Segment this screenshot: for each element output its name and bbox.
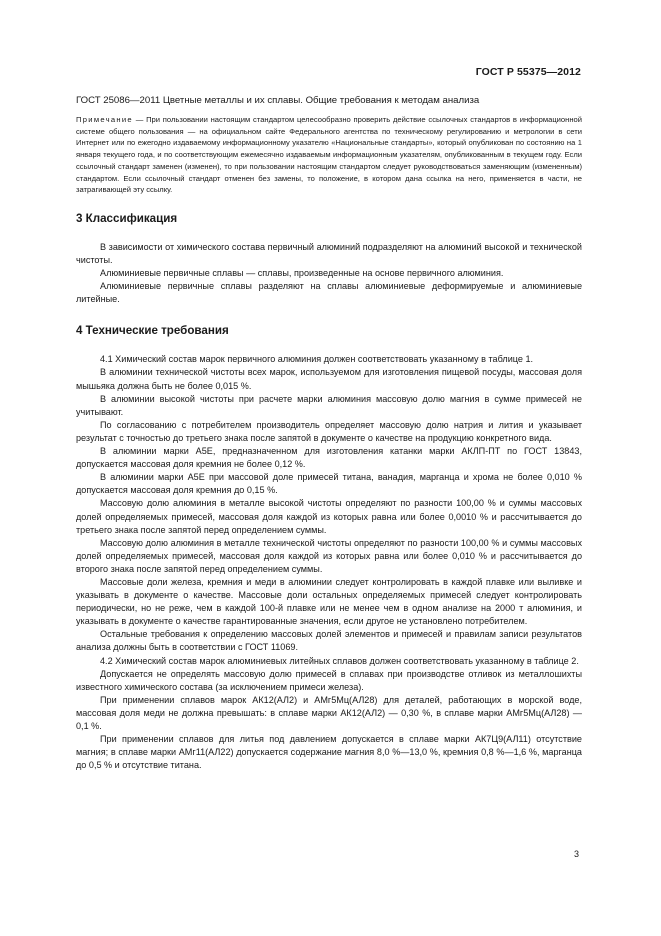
paragraph: 4.2 Химический состав марок алюминиевых литейных сплавов должен соответствовать указанному в таблице 2. bbox=[100, 655, 579, 666]
paragraph: При применении сплавов марок АК12(АЛ2) и АМг5Мц(АЛ28) для деталей, работающих в морской воде, массовая доля меди не должна превышать: в сплаве марки АК12(АЛ2) — 0,30 %, в сплаве марки АМг5Мц(АЛ28) — 0,1 %. bbox=[76, 694, 582, 732]
paragraph: В алюминии технической чистоты всех марок, используемом для изготовления пищевой посуды, массовая доля мышьяка должна быть не более 0,015 %. bbox=[76, 367, 582, 391]
paragraph: Алюминиевые первичные сплавы разделяют на сплавы алюминиевые деформируемые и алюминиевые литейные. bbox=[76, 281, 582, 305]
page-content bbox=[76, 94, 582, 772]
note-block bbox=[76, 114, 582, 196]
section-technical-requirements bbox=[76, 324, 582, 772]
reference-entry: ГОСТ 25086—2011 Цветные металлы и их сплавы. Общие требования к методам анализа bbox=[76, 95, 480, 106]
paragraph: В алюминии высокой чистоты при расчете марки алюминия массовую долю магния в сумме примесей не учитывают. bbox=[76, 393, 582, 417]
paragraph: Остальные требования к определению массовых долей элементов и примесей и правилам записи результатов анализа должны быть в соответствии с ГОСТ 11069. bbox=[76, 629, 582, 653]
paragraph: Допускается не определять массовую долю примесей в сплавах при производстве отливок из металлошихты известного химического состава (за исключением примеси железа). bbox=[76, 668, 582, 692]
note-text: — При пользовании настоящим стандартом целесообразно проверить действие ссылочных стандартов в информационной системе общего пользования — на официальном сайте Федерального агентства по техническому регулированию и метрологии в сети Интернет или по ежегодно издаваемому информационному указателю «Национальные стандарты», который опубликован по состоянию на 1 января текущего года, и по соответствующим ежемесячно издаваемым информационным указателям, опубликованным в текущем году. Если ссылочный стандарт заменен (изменен), то при пользовании настоящим стандартом следует руководствоваться заменяющим (измененным) стандартом. Если ссылочный стандарт отменен без замены, то положение, в котором дана ссылка на него, применяется в части, не затрагивающей эту ссылку. bbox=[76, 115, 582, 195]
standard-id: ГОСТ Р 55375—2012 bbox=[475, 66, 581, 78]
paragraph: Массовую долю алюминия в металле технической чистоты определяют по разности 100,00 % и суммы массовых долей определяемых примесей, массовая доля каждой из которых равна или более 0,010 % и рассчитывается до второго знака после запятой перед определением суммы. bbox=[76, 537, 582, 574]
paragraph: 4.1 Химический состав марок первичного алюминия должен соответствовать указанному в таблице 1. bbox=[100, 354, 534, 365]
section-4-heading: 4 Технические требования bbox=[76, 324, 229, 338]
paragraph: Массовые доли железа, кремния и меди в алюминии следует контролировать в каждой плавке или выливке и указывать в документе о качестве. Массовые доли остальных определяемых примесей следует контролировать периодически, но не реже, чем в каждой 100-й плавке или не менее чем в одном анализе на 2000 т алюминия, и указывать в документе о качестве гарантированные значения, если другое не установлено потребителем. bbox=[76, 576, 582, 627]
paragraph: В алюминии марки А5Е, предназначенном для изготовления катанки марки АКЛП-ПТ по ГОСТ 13843, допускается массовая доля кремния не более 0,12 %. bbox=[76, 446, 582, 470]
paragraph: При применении сплавов для литья под давлением допускается в сплаве марки АК7Ц9(АЛ11) отсутствие магния; в сплаве марки АМг11(АЛ22) допускается содержание магния 8,0 %—13,0 %, кремния 0,8 %—1,6 %, марганца до 0,5 % и отсутствие титана. bbox=[76, 734, 582, 771]
paragraph: По согласованию с потребителем производитель определяет массовую долю натрия и лития и указывает результат с точностью до третьего знака после запятой в документе о качестве на продукцию конкретного вида. bbox=[76, 419, 582, 443]
section-3-heading: 3 Классификация bbox=[76, 211, 178, 225]
paragraph: В зависимости от химического состава первичный алюминий подразделяют на алюминий высокой и технической чистоты. bbox=[76, 241, 582, 266]
paragraph: Алюминиевые первичные сплавы — сплавы, произведенные на основе первичного алюминия. bbox=[100, 268, 504, 279]
page-number: 3 bbox=[574, 849, 580, 859]
note-label: Примечание bbox=[76, 115, 133, 124]
paragraph: Массовую долю алюминия в металле высокой чистоты определяют по разности 100,00 % и суммы массовых долей определяемых примесей, массовая доля каждой из которых равна или более 0,0010 % и рассчитывается до третьего знака после запятой перед определением суммы. bbox=[76, 498, 582, 535]
paragraph: В алюминии марки А5Е при массовой доле примесей титана, ванадия, марганца и хрома не более 0,010 % допускается массовая доля кремния до 0,15 %. bbox=[76, 472, 582, 496]
section-classification bbox=[76, 212, 582, 306]
